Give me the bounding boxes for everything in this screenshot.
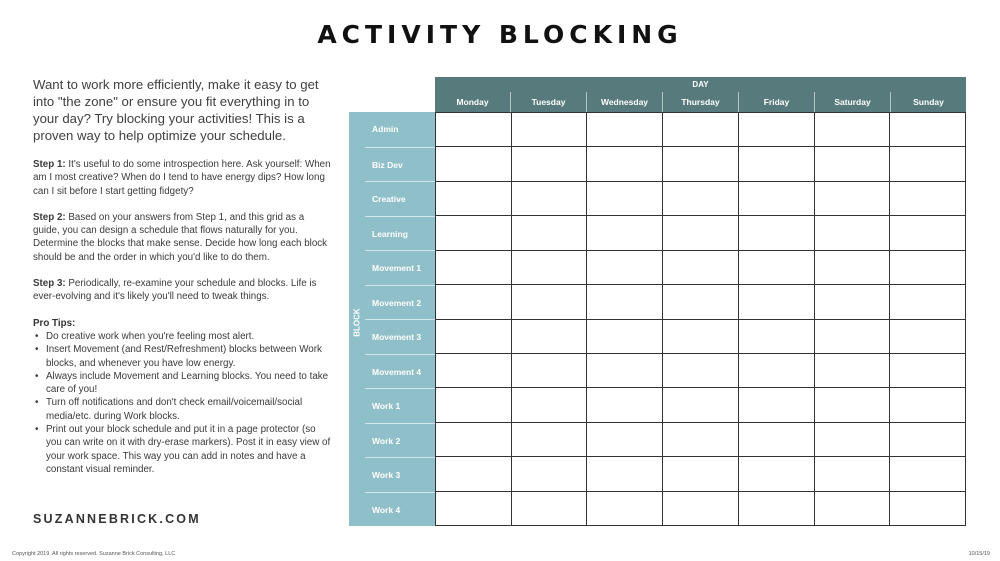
schedule-cell[interactable] [586, 353, 662, 387]
schedule-cell[interactable] [814, 387, 890, 421]
schedule-cell[interactable] [814, 319, 890, 353]
schedule-cell[interactable] [738, 181, 814, 215]
schedule-cell[interactable] [511, 215, 587, 249]
day-saturday: Saturday [814, 92, 890, 112]
block-learning: Learning [365, 216, 435, 251]
schedule-cell[interactable] [662, 456, 738, 490]
schedule-cell[interactable] [814, 215, 890, 249]
step-1-label: Step 1: [33, 159, 66, 170]
schedule-cell[interactable] [814, 112, 890, 146]
schedule-cell[interactable] [662, 215, 738, 249]
schedule-cell[interactable] [662, 146, 738, 180]
schedule-cell[interactable] [738, 146, 814, 180]
day-sunday: Sunday [890, 92, 966, 112]
schedule-cell[interactable] [435, 456, 511, 490]
schedule-cell[interactable] [889, 387, 965, 421]
schedule-cell[interactable] [889, 319, 965, 353]
schedule-cell[interactable] [511, 319, 587, 353]
schedule-cell[interactable] [586, 215, 662, 249]
schedule-cell[interactable] [435, 387, 511, 421]
schedule-cell[interactable] [814, 353, 890, 387]
intro-text: Want to work more efficiently, make it easy to get into "the zone" or ensure you fit everything in to your day? Try blocking your activities! This is a proven way to help optimize your schedule. [33, 77, 319, 143]
schedule-cell[interactable] [586, 250, 662, 284]
schedule-cell[interactable] [586, 284, 662, 318]
schedule-cell[interactable] [889, 353, 965, 387]
schedule-cell[interactable] [662, 422, 738, 456]
step-1-text: It's useful to do some introspection here. Ask yourself: When am I most creative? When do I tend to have energy dips? How long can I sit before I start getting fidgety? [33, 159, 331, 197]
pro-tip-item: • Do creative work when you're feeling most alert. [33, 330, 333, 343]
schedule-cell[interactable] [738, 456, 814, 490]
schedule-cell[interactable] [511, 181, 587, 215]
pro-tip-item: • Print out your block schedule and put it in a page protector (so you can write on it with dry-erase markers). Post it in easy view of your work space. This way you can add in notes and have a constant visual reminder. [33, 423, 333, 476]
schedule-cell[interactable] [738, 319, 814, 353]
footer-date: 10/15/19 [968, 551, 990, 557]
block-creative: Creative [365, 181, 435, 216]
block-names-list [365, 112, 435, 526]
schedule-cell[interactable] [435, 491, 511, 525]
pro-tips-list [33, 330, 333, 476]
day-names-row [435, 92, 966, 112]
schedule-cell[interactable] [738, 112, 814, 146]
schedule-cell[interactable] [889, 284, 965, 318]
schedule-cell[interactable] [738, 215, 814, 249]
day-header [435, 77, 966, 112]
day-thursday: Thursday [662, 92, 738, 112]
schedule-cell[interactable] [586, 422, 662, 456]
step-3-text: Periodically, re-examine your schedule and blocks. Life is ever-evolving and it's likely you'll need to tweak things. [33, 278, 317, 303]
page-title: ACTIVITY BLOCKING [317, 20, 683, 49]
schedule-cell[interactable] [435, 250, 511, 284]
schedule-cell[interactable] [511, 422, 587, 456]
schedule-cell[interactable] [511, 284, 587, 318]
pro-tips-title: Pro Tips: [33, 317, 76, 329]
website-link[interactable]: SUZANNEBRICK.COM [33, 512, 201, 526]
schedule-cell[interactable] [814, 456, 890, 490]
day-monday: Monday [456, 97, 489, 107]
block-work-3: Work 3 [365, 457, 435, 492]
schedule-cell[interactable] [738, 250, 814, 284]
block-axis-label-wrap [349, 302, 365, 342]
block-work-2: Work 2 [365, 423, 435, 458]
schedule-cell[interactable] [814, 181, 890, 215]
schedule-cell[interactable] [662, 112, 738, 146]
schedule-cell[interactable] [435, 422, 511, 456]
schedule-grid [435, 112, 966, 526]
step-2-text: Based on your answers from Step 1, and this grid as a guide, you can design a schedule that flows naturally for you. Determine the blocks that make sense. Decide how long each block should be and the order in which you'd like to do them. [33, 211, 328, 263]
block-movement-3: Movement 3 [365, 319, 435, 354]
schedule-cell[interactable] [435, 215, 511, 249]
schedule-cell[interactable] [662, 387, 738, 421]
block-axis-label: BLOCK [352, 307, 362, 337]
step-1 [33, 158, 333, 198]
instructions-panel [33, 76, 333, 476]
block-column [349, 112, 435, 526]
schedule-cell[interactable] [662, 181, 738, 215]
schedule-cell[interactable] [889, 456, 965, 490]
schedule-cell[interactable] [435, 112, 511, 146]
schedule-cell[interactable] [586, 456, 662, 490]
day-wednesday: Wednesday [586, 92, 662, 112]
schedule-cell[interactable] [738, 353, 814, 387]
block-movement-4: Movement 4 [365, 354, 435, 389]
pro-tip-item: • Insert Movement (and Rest/Refreshment) blocks between Work blocks, and whenever you have low energy. [33, 343, 333, 370]
block-movement-2: Movement 2 [365, 285, 435, 320]
block-work-4: Work 4 [365, 492, 435, 527]
schedule-cell[interactable] [511, 112, 587, 146]
copyright-text: Copyright 2019. All rights reserved. Suzanne Brick Consulting, LLC [12, 551, 176, 557]
block-admin: Admin [372, 124, 399, 134]
schedule-cell[interactable] [586, 146, 662, 180]
schedule-cell[interactable] [435, 284, 511, 318]
schedule-cell[interactable] [814, 284, 890, 318]
pro-tip-item: • Always include Movement and Learning blocks. You need to take care of you! [33, 370, 333, 397]
schedule-cell[interactable] [738, 387, 814, 421]
schedule-cell[interactable] [586, 319, 662, 353]
block-work-1: Work 1 [365, 388, 435, 423]
schedule-cell[interactable] [511, 146, 587, 180]
schedule-cell[interactable] [511, 353, 587, 387]
schedule-cell[interactable] [814, 422, 890, 456]
block-movement-1: Movement 1 [365, 250, 435, 285]
schedule-cell[interactable] [586, 112, 662, 146]
schedule-cell[interactable] [435, 146, 511, 180]
schedule-cell[interactable] [586, 387, 662, 421]
schedule-cell[interactable] [662, 491, 738, 525]
schedule-cell[interactable] [889, 181, 965, 215]
schedule-cell[interactable] [511, 387, 587, 421]
schedule-cell[interactable] [435, 319, 511, 353]
step-3-label: Step 3: [33, 278, 66, 290]
schedule-cell[interactable] [889, 422, 965, 456]
day-tuesday: Tuesday [510, 92, 586, 112]
schedule-cell[interactable] [435, 353, 511, 387]
schedule-cell[interactable] [435, 181, 511, 215]
schedule-cell[interactable] [889, 215, 965, 249]
schedule-cell[interactable] [738, 491, 814, 525]
day-friday: Friday [738, 92, 814, 112]
step-2 [33, 211, 333, 264]
schedule-cell[interactable] [889, 112, 965, 146]
schedule-cell[interactable] [889, 491, 965, 525]
schedule-cell[interactable] [662, 250, 738, 284]
schedule-cell[interactable] [738, 422, 814, 456]
schedule-cell[interactable] [738, 284, 814, 318]
schedule-cell[interactable] [814, 146, 890, 180]
schedule-cell[interactable] [889, 146, 965, 180]
schedule-cell[interactable] [511, 250, 587, 284]
pro-tip-item: • Turn off notifications and don't check email/voicemail/social media/etc. during Work blocks. [33, 396, 333, 423]
schedule-cell[interactable] [662, 319, 738, 353]
day-axis-label: DAY [692, 80, 709, 89]
step-2-label: Step 2: [33, 211, 66, 223]
schedule-cell[interactable] [511, 491, 587, 525]
schedule-cell[interactable] [662, 353, 738, 387]
schedule-cell[interactable] [889, 250, 965, 284]
schedule-cell[interactable] [814, 491, 890, 525]
schedule-cell[interactable] [511, 456, 587, 490]
schedule-cell[interactable] [586, 181, 662, 215]
schedule-cell[interactable] [586, 491, 662, 525]
schedule-cell[interactable] [814, 250, 890, 284]
schedule-cell[interactable] [662, 284, 738, 318]
block-biz-dev: Biz Dev [365, 147, 435, 182]
step-3 [33, 277, 333, 304]
